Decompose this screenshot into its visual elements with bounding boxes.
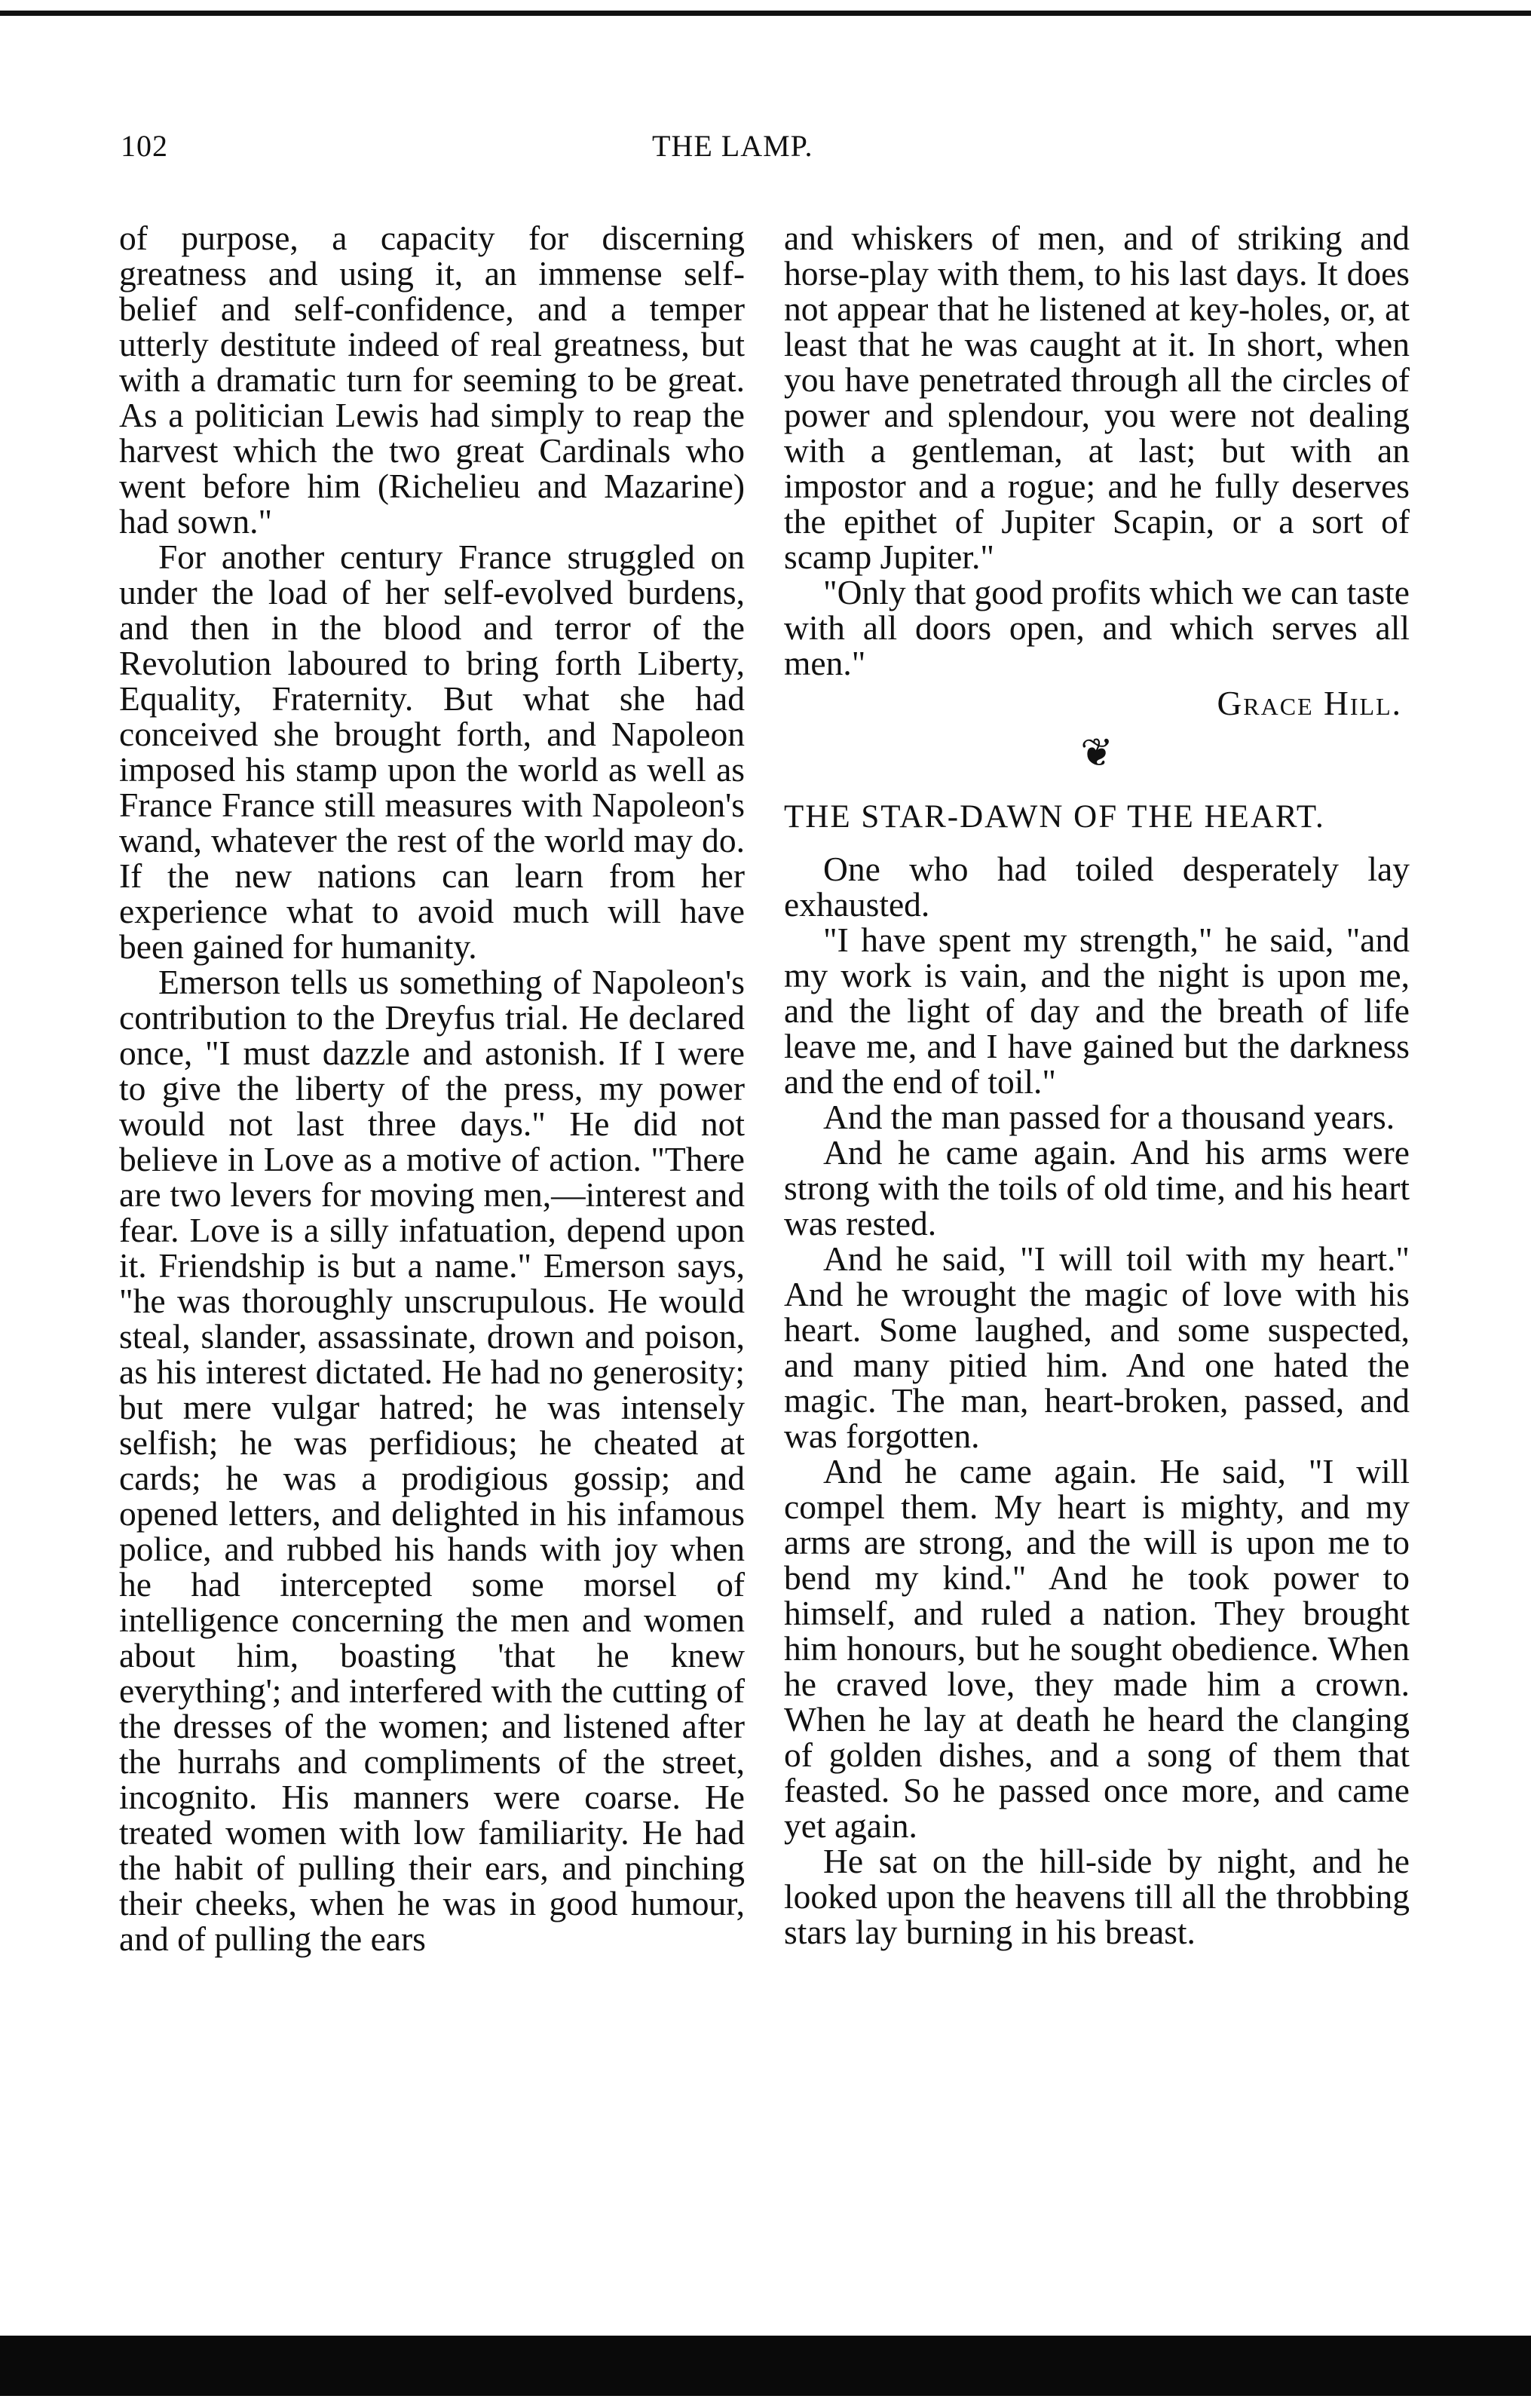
page-number: 102 bbox=[121, 129, 168, 163]
fleuron-ornament: ❦ bbox=[1080, 732, 1113, 775]
top-rule bbox=[0, 11, 1531, 16]
paragraph: And he said, "I will toil with my heart." And he wrought the magic of love with his heart. Some laughed, and some suspected, and many pitied him. And one hated the magic. The man, heart-broken, passed, and was forgotten. bbox=[784, 1239, 1410, 1455]
paragraph: And he came again. He said, "I will compel them. My heart is mighty, and my arms are strong, and the will is upon me to bend my kind." And he took power to himself, and ruled a nation. They brought him honours, but he sought obedience. When he craved love, they made him a crown. When he lay at death he heard the clanging of golden dishes, and a song of them that feasted. So he passed once more, and came yet again. bbox=[784, 1452, 1410, 1845]
running-title: THE LAMP. bbox=[652, 129, 813, 163]
paragraph: For another century France struggled on under the load of her self-evolved burdens, and then in the blood and terror of the Revolution laboured to bring forth Liberty, Equality, Fraternity. But what she had conceived she brought forth, and Napoleon imposed his stamp upon the world as well as France France still measures with Napoleon's wand, whatever the rest of the world may do. If the new nations can learn from her experience what to avoid much will have been gained for humanity. bbox=[119, 538, 745, 966]
paragraph: And he came again. And his arms were strong with the toils of old time, and his heart was rested. bbox=[784, 1133, 1410, 1242]
bottom-scan-edge bbox=[0, 2336, 1531, 2396]
left-column bbox=[119, 220, 745, 1956]
paragraph: Emerson tells us something of Napoleon's contribution to the Dreyfus trial. He declared once, "I must dazzle and astonish. If I were to give the liberty of the press, my power would not last three days." He did not believe in Love as a motive of action. "There are two levers for moving men,—interest and fear. Love is a silly infatuation, depend upon it. Friendship is but a name." Emerson says, "he was thoroughly unscrupulous. He would steal, slander, assassinate, drown and poison, as his interest dictated. He had no generosity; but mere vulgar hatred; he was intensely selfish; he was perfidious; he cheated at cards; he was a prodigious gossip; and opened letters, and delighted in his infamous police, and rubbed his hands with joy when he had intercepted some morsel of intelligence concerning the men and women about him, boasting 'that he knew everything'; and interfered with the cutting of the dresses of the women; and listened after the hurrahs and compliments of the street, incognito. His manners were coarse. He treated women with low familiarity. He had the habit of pulling their ears, and pinching their cheeks, when he was in good humour, and of pulling the ears bbox=[119, 963, 745, 1958]
paragraph: "I have spent my strength," he said, "and my work is vain, and the night is upon me, and the light of day and the breath of life leave me, and I have gained but the darkness and the end of toil." bbox=[784, 921, 1410, 1101]
author-signature: Grace Hill. bbox=[1217, 684, 1402, 722]
paragraph: And the man passed for a thousand years. bbox=[823, 1098, 1395, 1136]
paragraph: He sat on the hill-side by night, and he looked upon the heavens till all the throbbing stars lay burning in his breast. bbox=[784, 1842, 1410, 1951]
paragraph: of purpose, a capacity for discerning greatness and using it, an immense self-belief and self-confidence, and a temper utterly destitute indeed of real greatness, but with a dramatic turn for seeming to be great. As a politician Lewis had simply to reap the harvest which the two great Cardinals who went before him (Richelieu and Mazarine) had sown." bbox=[119, 219, 745, 541]
paragraph: and whiskers of men, and of striking and horse-play with them, to his last days. It does not appear that he listened at key-holes, or, at least that he was caught at it. In short, when you have penetrated through all the circles of power and splendour, you were not dealing with a gentleman, at last; but with an impostor and a rogue; and he fully deserves the epithet of Jupiter Scapin, or a sort of scamp Jupiter." bbox=[784, 219, 1410, 576]
right-column bbox=[784, 220, 1410, 1950]
page-header bbox=[121, 128, 1402, 173]
paragraph: "Only that good profits which we can taste with all doors open, and which serves all men." bbox=[784, 573, 1410, 682]
paragraph: One who had toiled desperately lay exhausted. bbox=[784, 850, 1410, 924]
section-title: THE STAR-DAWN OF THE HEART. bbox=[784, 799, 1325, 835]
